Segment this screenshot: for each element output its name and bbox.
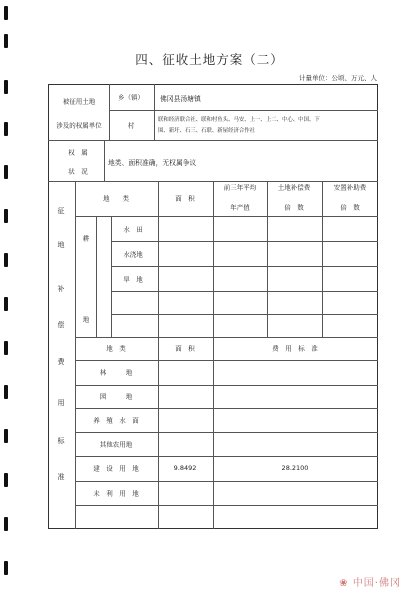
row-land-type: 其他农用地: [99, 440, 133, 449]
side-char: 征: [57, 207, 65, 215]
binding-mark: [4, 122, 8, 136]
header-resettle-fee-line2: 倍 数: [340, 203, 360, 212]
cultivated-row-label: 水浇地: [123, 250, 143, 259]
owner-label-line1: 被征用土地: [62, 97, 96, 106]
row-land-type: 建 设 用 地: [93, 464, 139, 473]
binding-mark: [4, 385, 8, 399]
watermark-text: 中国·佛冈: [352, 578, 401, 589]
side-char: 费: [57, 358, 65, 366]
header-avg-value-line1: 前三年平均: [223, 183, 257, 192]
village-value-line2: 围、新圩、石三、石联、新屋经济合作社: [158, 128, 256, 134]
row-land-type: 未 利 用 地: [93, 489, 139, 498]
row-fee: 28.2100: [281, 464, 309, 472]
header-area: 面 积: [175, 194, 195, 203]
side-char: 地: [57, 241, 65, 249]
unit-label: 计量单位：公顷、万元、人: [299, 74, 377, 82]
binding-mark: [4, 165, 8, 179]
village-label: 村: [127, 121, 135, 130]
header-land-fee-line2: 倍 数: [284, 203, 304, 212]
binding-mark: [4, 297, 8, 311]
header2-land-type: 地 类: [106, 344, 126, 353]
binding-mark: [4, 34, 8, 48]
cultivated-row-label: 旱 地: [123, 275, 143, 284]
header-resettle-fee-line1: 安置补助费: [333, 183, 367, 192]
side-char: 用: [57, 399, 65, 407]
binding-mark: [4, 341, 8, 355]
binding-mark: [4, 6, 8, 20]
owner-label-line2: 涉及的权属单位: [56, 121, 102, 130]
header2-area: 面 积: [175, 344, 195, 353]
binding-mark: [4, 473, 8, 487]
cultivated-char: 耕: [82, 234, 90, 243]
site-watermark: [339, 574, 401, 589]
row-land-type: 园 地: [99, 392, 133, 401]
header-land-fee-line1: 土地补偿费: [277, 183, 311, 192]
row-land-type: 养 殖 水 面: [93, 416, 139, 425]
header-avg-value-line2: 年产值: [230, 203, 250, 212]
cultivated-char: 地: [82, 315, 90, 324]
side-char: 偿: [57, 321, 65, 329]
binding-mark: [4, 429, 8, 443]
township-value: 佛冈县汤塘镇: [160, 95, 201, 103]
township-label: 乡（镇）: [118, 93, 144, 102]
cultivated-row-label: 水 田: [123, 225, 143, 234]
binding-mark: [4, 80, 8, 94]
ownership-value: 地类、面积准确，无权属争议: [108, 159, 197, 167]
binding-mark: [4, 253, 8, 267]
side-char: 补: [57, 285, 65, 293]
binding-mark: [4, 209, 8, 223]
page-title: 四、征收土地方案（二）: [135, 52, 284, 67]
row-land-type: 林 地: [99, 368, 133, 377]
ownership-label-line1: 权 属: [68, 148, 88, 157]
header-land-type: 地 类: [103, 194, 129, 203]
header2-fee-standard: 费 用 标 准: [272, 344, 318, 353]
side-char: 标: [57, 437, 65, 445]
binding-mark: [4, 517, 8, 531]
binding-mark: [4, 561, 8, 575]
watermark-icon: ❀: [339, 578, 349, 589]
side-char: 准: [57, 473, 65, 481]
ownership-label-line2: 状 况: [68, 167, 88, 176]
village-value-line1: 联和经济联合社、联和村鱼头、马安、上一、上二、中心、中国、下: [158, 117, 320, 123]
row-area: 9.8492: [173, 464, 197, 472]
